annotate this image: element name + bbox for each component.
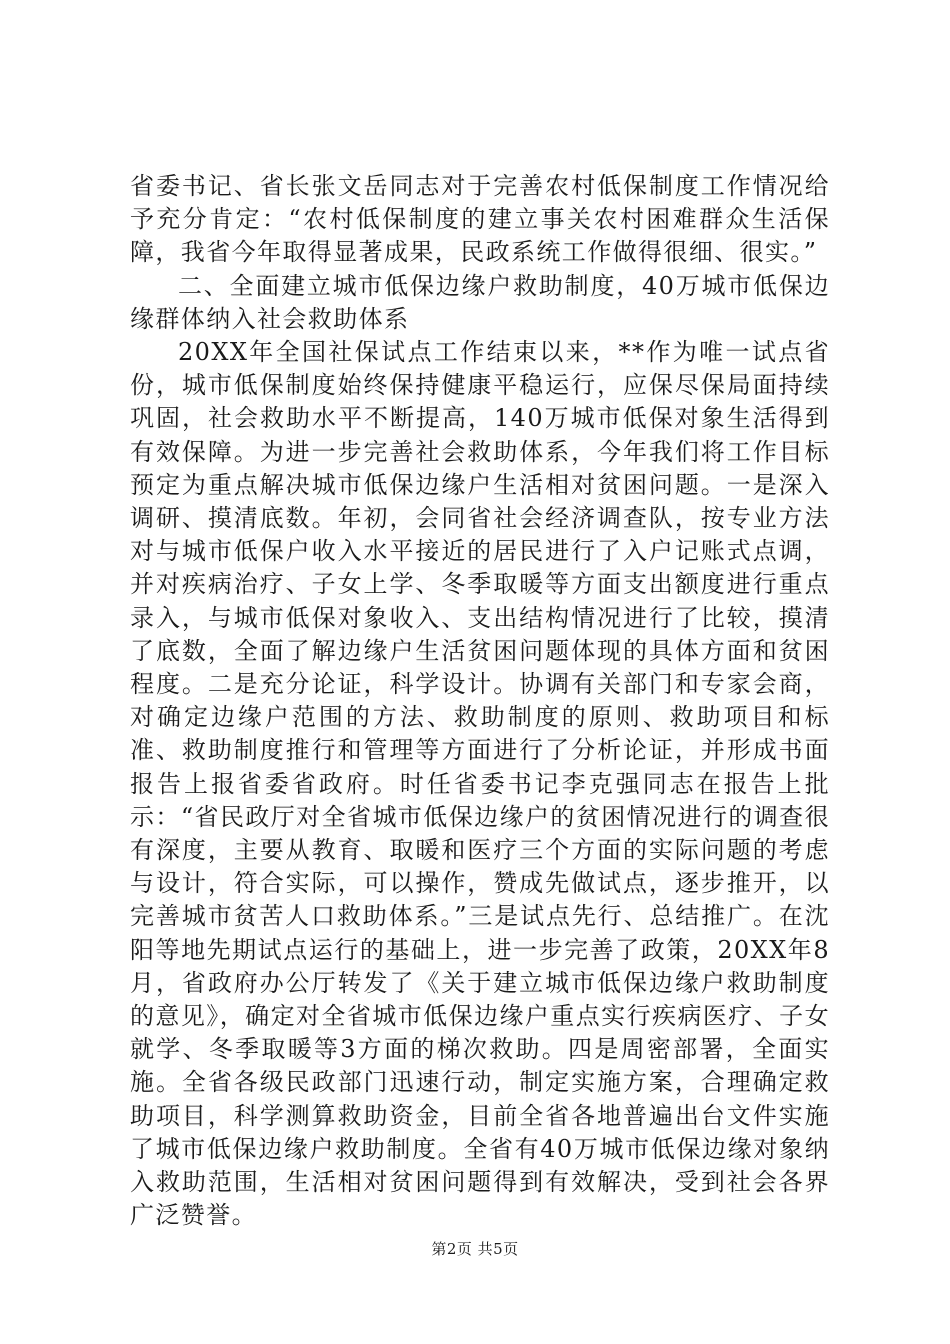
- paragraph-body: 20XX年全国社保试点工作结束以来，**作为唯一试点省份，城市低保制度始终保持健康平稳运行，应保尽保局面持续巩固，社会救助水平不断提高，140万城市低保对象生活得到有效保障。为进一步完善社会救助体系，今年我们将工作目标预定为重点解决城市低保边缘户生活相对贫困问题。一是深入调研、摸清底数。年初，会同省社会经济调查队，按专业方法对与城市低保户收入水平接近的居民进行了入户记账式点调，并对疾病治疗、子女上学、冬季取暖等方面支出额度进行重点录入，与城市低保对象收入、支出结构情况进行了比较，摸清了底数，全面了解边缘户生活贫困问题体现的具体方面和贫困程度。二是充分论证，科学设计。协调有关部门和专家会商，对确定边缘户范围的方法、救助制度的原则、救助项目和标准、救助制度推行和管理等方面进行了分析论证，并形成书面报告上报省委省政府。时任省委书记李克强同志在报告上批示：“省民政厅对全省城市低保边缘户的贫困情况进行的调查很有深度，主要从教育、取暖和医疗三个方面的实际问题的考虑与设计，符合实际，可以操作，赞成先做试点，逐步推开，以完善城市贫苦人口救助体系。”三是试点先行、总结推广。在沈阳等地先期试点运行的基础上，进一步完善了政策，20XX年8月，省政府办公厅转发了《关于建立城市低保边缘户救助制度的意见》，确定对全省城市低保边缘户重点实行疾病医疗、子女就学、冬季取暖等3方面的梯次救助。四是周密部署，全面实施。全省各级民政部门迅速行动，制定实施方案，合理确定救助项目，科学测算救助资金，目前全省各地普遍出台文件实施了城市低保边缘户救助制度。全省有40万城市低保边缘对象纳入救助范围，生活相对贫困问题得到有效解决，受到社会各界广泛赞誉。: [130, 338, 830, 1230]
- section-heading: 二、全面建立城市低保边缘户救助制度，40万城市低保边缘群体纳入社会救助体系: [130, 271, 830, 333]
- paragraph-continued: 省委书记、省长张文岳同志对于完善农村低保制度工作情况给予充分肯定：“农村低保制度的建立事关农村困难群众生活保障，我省今年取得显著成果，民政系统工作做得很细、很实。”: [130, 172, 830, 267]
- document-body: [130, 170, 830, 1233]
- page-number-footer: 第2页 共5页: [431, 1240, 519, 1258]
